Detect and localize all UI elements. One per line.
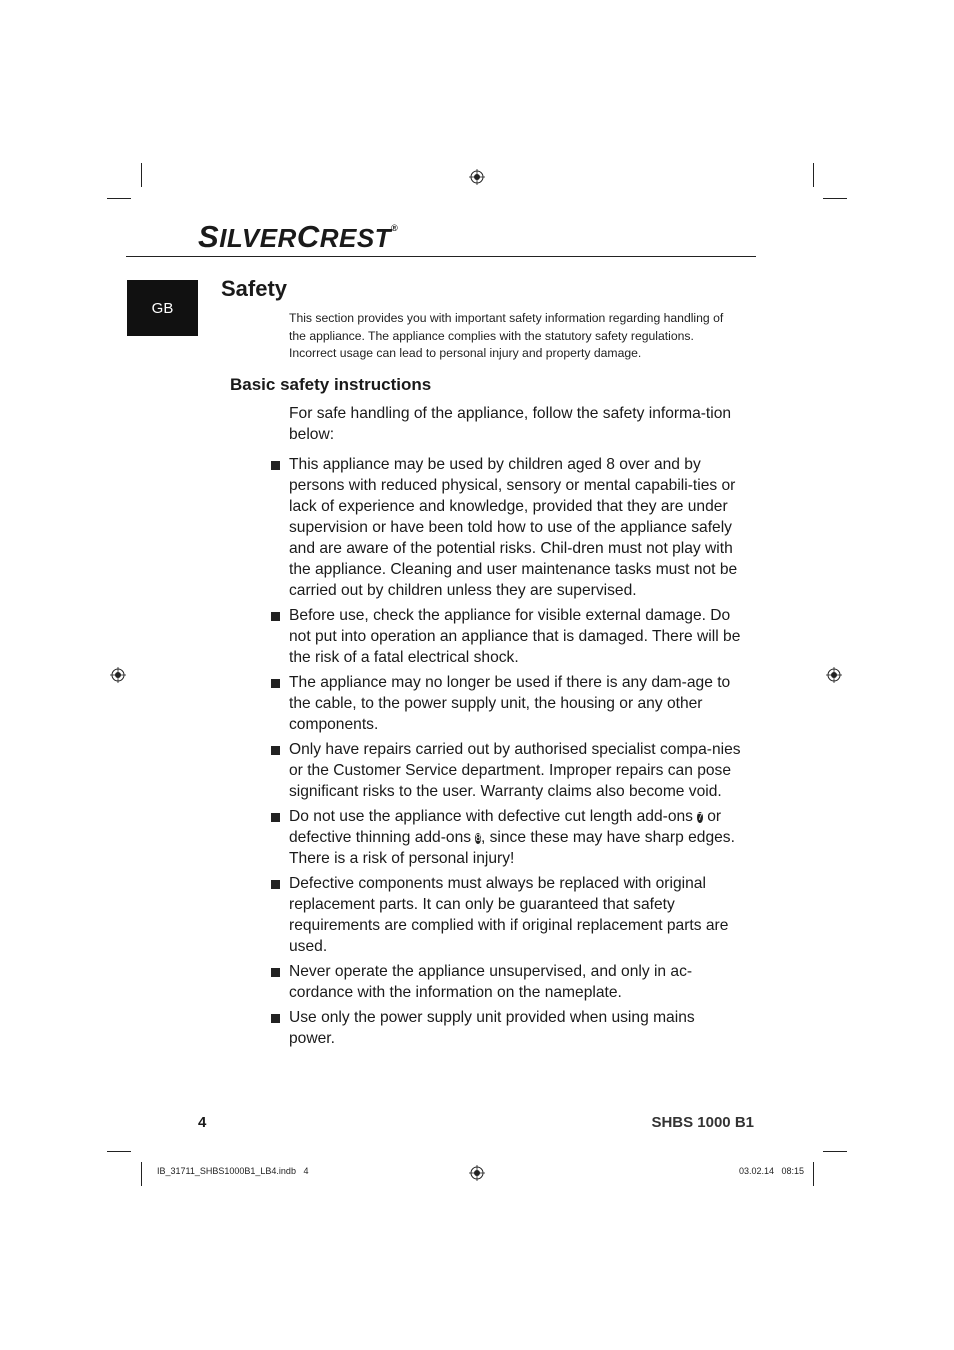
list-item-text: or defective thinning add-ons (289, 808, 722, 846)
list-item (270, 739, 742, 802)
section-title: Safety (221, 276, 288, 301)
crop-mark (813, 163, 814, 187)
list-item (270, 961, 742, 1003)
list-item (270, 1007, 742, 1049)
crop-mark (141, 1162, 142, 1186)
crop-mark (823, 198, 847, 199)
list-item-text: Use only the power supply unit provided when using mains power. (289, 1009, 695, 1047)
list-item-text: Before use, check the appliance for visible external damage. Do not put into operation an appliance that is damaged. There will be the risk of a fatal electrical shock. (289, 607, 741, 666)
crop-mark (823, 1151, 847, 1152)
list-item-text: This appliance may be used by children aged 8 over and by persons with reduced physical, sensory or mental capabili-ties or lack of experience and knowledge, provided that they are under supervision or have been told how to use of the appliance safely and are aware of the potential risks. Chil-dren must not play with the appliance. Cleaning and user maintenance tasks must not be carried out by children unless they are supervised. (289, 456, 738, 599)
brand-logo (198, 219, 398, 255)
brand-letter: S (198, 219, 220, 254)
list-item-text: , since these may have sharp edges. There is a risk of personal injury! (289, 829, 735, 867)
print-slug-file: IB_31711_SHBS1000B1_LB4.indb 4 (157, 1166, 309, 1176)
crop-mark (107, 1151, 131, 1152)
header-rule (126, 256, 756, 257)
registered-mark: ® (391, 223, 399, 233)
lead-paragraph: For safe handling of the appliance, follow the safety informa-tion below: (289, 405, 732, 443)
list-item (270, 672, 742, 735)
language-tab: GB (127, 280, 198, 336)
registration-mark-icon (469, 169, 485, 185)
list-item (270, 454, 742, 601)
brand-text: ILVER (219, 223, 297, 253)
crop-mark (141, 163, 142, 187)
list-item-text: The appliance may no longer be used if there is any dam-age to the cable, to the power supply unit, the housing or any other components. (289, 674, 731, 733)
safety-list (270, 454, 742, 1053)
subsection-title: Basic safety instructions (230, 375, 432, 394)
model-number: SHBS 1000 B1 (651, 1114, 754, 1131)
registration-mark-icon (469, 1165, 485, 1181)
list-item (270, 873, 742, 957)
print-slug-date: 03.02.14 08:15 (738, 1166, 804, 1176)
part-reference-8: 8 (475, 833, 481, 844)
list-item (270, 605, 742, 668)
list-item-text: Do not use the appliance with defective cut length add-ons (289, 808, 698, 825)
page-number: 4 (198, 1114, 207, 1131)
registration-mark-icon (110, 667, 126, 683)
list-item (270, 806, 742, 869)
crop-mark (813, 1162, 814, 1186)
list-item-text: Defective components must always be replaced with original replacement parts. It can only be guaranteed that safety requirements are complied with if original replacement parts are used. (289, 875, 729, 955)
registration-mark-icon (826, 667, 842, 683)
list-item-text: Never operate the appliance unsupervised, and only in ac-cordance with the information on the nameplate. (289, 963, 693, 1001)
part-reference-7: 7 (697, 812, 703, 823)
section-intro: This section provides you with important safety information regarding handling of the appliance. The appliance complies with the statutory safety regulations. Incorrect usage can lead to personal injury and property damage. (289, 311, 724, 360)
brand-text: REST (319, 223, 392, 253)
brand-letter: C (296, 219, 320, 254)
crop-mark (107, 198, 131, 199)
list-item-text: Only have repairs carried out by authorised specialist compa-nies or the Customer Service department. Improper repairs can pose significant risks to the user. Warranty claims also become void. (289, 741, 741, 800)
